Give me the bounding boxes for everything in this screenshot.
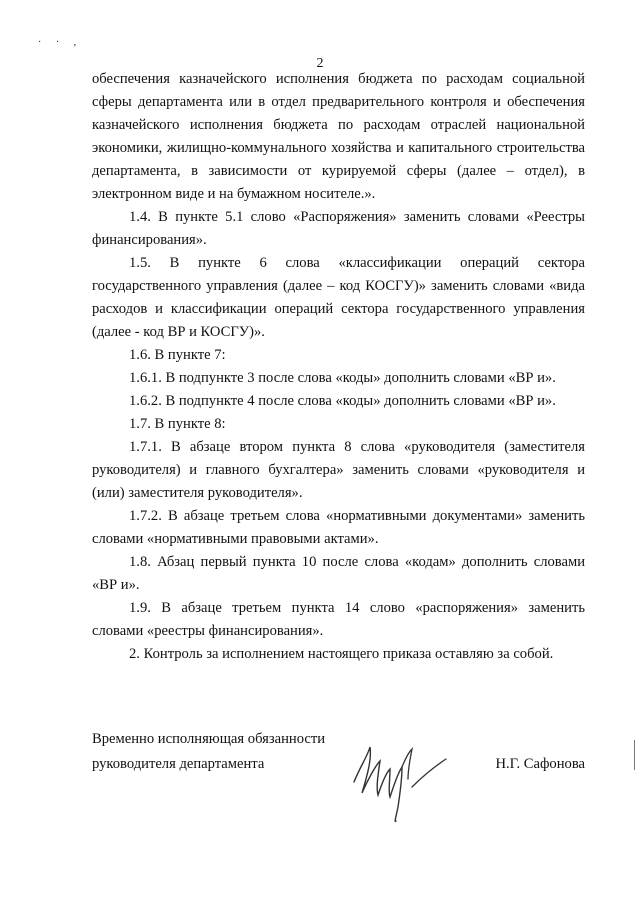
paragraph-item-1-9: 1.9. В абзаце третьем пункта 14 слово «распоряжения» заменить словами «реестры финансирования». xyxy=(92,600,585,639)
paragraph-item-1-6: 1.6. В пункте 7: xyxy=(129,347,226,363)
scan-marks: · · , xyxy=(38,37,83,48)
paragraph-item-1-6-1: 1.6.1. В подпункте 3 после слова «коды» дополнить словами «ВР и». xyxy=(129,370,556,386)
paragraph-item-1-7: 1.7. В пункте 8: xyxy=(129,416,226,432)
handwritten-signature xyxy=(346,727,456,827)
paragraph-continuation: обеспечения казначейского исполнения бюджета по расходам социальной сферы департамента или в отдел предварительного контроля и обеспечения казначейского исполнения бюджета по расходам отраслей национальной экономики, жилищно-коммунального хозяйства и капитального строительства департамента, в зависимости от курируемой сферы (далее – отдел), в электронном виде и на бумажном носителе.». xyxy=(92,71,585,202)
paragraph-item-1-4: 1.4. В пункте 5.1 слово «Распоряжения» заменить словами «Реестры финансирования». xyxy=(92,209,585,248)
signature-block xyxy=(92,727,585,847)
paragraph-item-1-6-2: 1.6.2. В подпункте 4 после слова «коды» дополнить словами «ВР и». xyxy=(129,393,556,409)
paragraph-item-1-5: 1.5. В пункте 6 слова «классификации операций сектора государственного управления (далее – код КОСГУ)» заменить словами «вида расходов и классификации операций сектора государственного управления (далее - код ВР и КОСГУ)». xyxy=(92,255,585,340)
paragraph-item-1-7-1: 1.7.1. В абзаце втором пункта 8 слова «руководителя (заместителя руководителя) и главного бухгалтера» заменить словами «руководителя и (или) заместителя руководителя». xyxy=(92,439,585,501)
document-body xyxy=(92,68,585,666)
signatory-name: Н.Г. Сафонова xyxy=(495,756,585,772)
paragraph-item-1-8: 1.8. Абзац первый пункта 10 после слова «кодам» дополнить словами «ВР и». xyxy=(92,554,585,593)
scan-edge-mark xyxy=(634,740,635,770)
signatory-title xyxy=(92,727,325,777)
page-number: 2 xyxy=(316,56,324,71)
signatory-title-line2: руководителя департамента xyxy=(92,756,265,772)
paragraph-item-2: 2. Контроль за исполнением настоящего приказа оставляю за собой. xyxy=(129,646,554,662)
signatory-title-line1: Временно исполняющая обязанности xyxy=(92,731,326,747)
paragraph-item-1-7-2: 1.7.2. В абзаце третьем слова «нормативными документами» заменить словами «нормативными правовыми актами». xyxy=(92,508,585,547)
